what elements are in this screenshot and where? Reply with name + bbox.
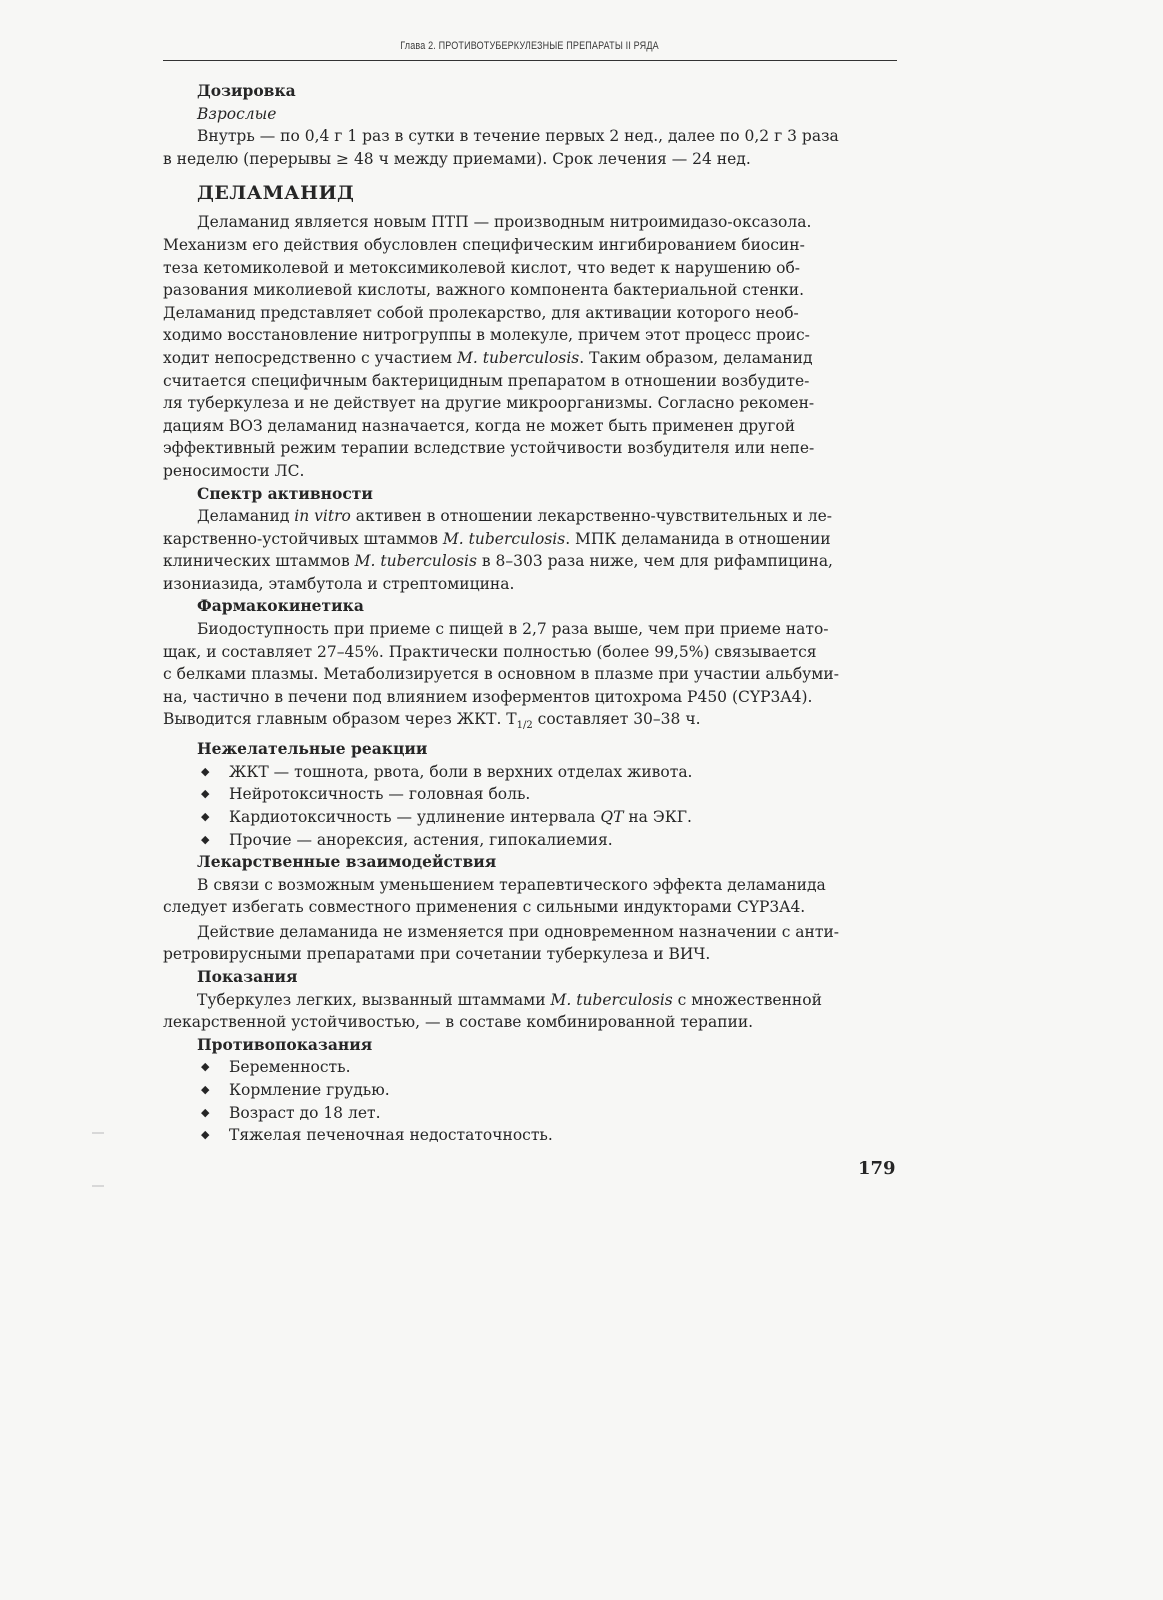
spectrum-line bbox=[163, 550, 897, 573]
interactions-line: В связи с возможным уменьшением терапевтического эффекта деламанида bbox=[197, 875, 826, 894]
bullet-icon: ◆ bbox=[201, 764, 210, 778]
dosage-heading: Дозировка bbox=[197, 81, 296, 100]
list-item-text: Прочие — анорексия, астения, гипокалиемия. bbox=[229, 830, 613, 849]
intro-line: считается специфичным бактерицидным препаратом в отношении возбудите- bbox=[163, 371, 810, 390]
list-item-text: Беременность. bbox=[229, 1058, 351, 1077]
adverse-heading: Нежелательные реакции bbox=[197, 739, 428, 759]
bullet-icon: ◆ bbox=[201, 809, 210, 823]
intro-line: дациям ВОЗ деламанид назначается, когда не может быть применен другой bbox=[163, 416, 796, 435]
spectrum-text: Деламанид bbox=[197, 507, 295, 526]
list-item-text: на ЭКГ. bbox=[623, 807, 692, 826]
pk-line: Биодоступность при приеме с пищей в 2,7 раза выше, чем при приеме нато- bbox=[197, 620, 829, 639]
interactions-heading: Лекарственные взаимодействия bbox=[197, 852, 497, 872]
list-item bbox=[163, 783, 897, 806]
intro-line: реносимости ЛС. bbox=[163, 461, 305, 480]
list-item bbox=[163, 761, 897, 784]
page-content bbox=[163, 80, 897, 1147]
indications-text: с множественной bbox=[672, 990, 822, 1009]
list-item-text: Тяжелая печеночная недостаточность. bbox=[229, 1126, 553, 1145]
intro-line: Деламанид является новым ПТП — производным нитроимидазо-оксазола. bbox=[197, 213, 812, 232]
intro-text: . Таким образом, деламанид bbox=[579, 348, 813, 367]
intro-paragraph bbox=[163, 211, 897, 482]
pk-line: щак, и составляет 27–45%. Практически полностью (более 99,5%) связывается bbox=[163, 642, 817, 661]
bullet-icon: ◆ bbox=[201, 787, 210, 801]
spectrum-line bbox=[163, 505, 897, 528]
list-item bbox=[163, 806, 897, 829]
list-item bbox=[163, 1079, 897, 1102]
species-name: M. tuberculosis bbox=[550, 990, 673, 1009]
dosage-line: в неделю (перерывы ≥ 48 ч между приемами). Срок лечения — 24 нед. bbox=[163, 149, 751, 168]
contraindications-heading: Противопоказания bbox=[197, 1034, 373, 1054]
indications-heading: Показания bbox=[197, 967, 298, 987]
spectrum-line: изониазида, этамбутола и стрептомицина. bbox=[163, 574, 515, 593]
list-item bbox=[163, 1102, 897, 1125]
pk-line: на, частично в печени под влиянием изоферментов цитохрома P450 (CYP3A4). bbox=[163, 687, 813, 706]
scan-artifact bbox=[92, 1132, 104, 1134]
spectrum-paragraph bbox=[163, 505, 897, 595]
spectrum-text: активен в отношении лекарственно-чувствительных и ле- bbox=[350, 507, 833, 526]
list-item-text: Нейротоксичность — головная боль. bbox=[229, 785, 531, 804]
pharmacokinetics-paragraph bbox=[163, 618, 897, 738]
species-name: M. tuberculosis bbox=[442, 529, 566, 548]
spectrum-text: карственно-устойчивых штаммов bbox=[163, 529, 443, 548]
indications-line: лекарственной устойчивостью, — в составе комбинированной терапии. bbox=[163, 1013, 754, 1032]
pk-line: с белками плазмы. Метаболизируется в основном в плазме при участии альбуми- bbox=[163, 665, 839, 684]
indications-text: Туберкулез легких, вызванный штаммами bbox=[197, 990, 551, 1009]
pk-text: составляет 30–38 ч. bbox=[532, 710, 701, 729]
species-name: M. tuberculosis bbox=[456, 348, 580, 367]
list-item-text: Возраст до 18 лет. bbox=[229, 1103, 381, 1122]
half-life-subscript: 1/2 bbox=[516, 720, 533, 732]
intro-text: ходит непосредственно с участием bbox=[163, 348, 457, 367]
bullet-icon: ◆ bbox=[201, 832, 210, 846]
intro-line: Механизм его действия обусловлен специфическим ингибированием биосин- bbox=[163, 235, 805, 254]
intro-line: Деламанид представляет собой пролекарство, для активации которого необ- bbox=[163, 303, 799, 322]
bullet-icon: ◆ bbox=[201, 1083, 210, 1097]
section-title: ДЕЛАМАНИД bbox=[197, 182, 355, 205]
adverse-list bbox=[163, 761, 897, 851]
running-head: Глава 2. ПРОТИВОТУБЕРКУЛЕЗНЫЕ ПРЕПАРАТЫ II РЯДА bbox=[400, 40, 659, 52]
intro-line: эффективный режим терапии вследствие устойчивости возбудителя или непе- bbox=[163, 439, 815, 458]
list-item-text: ЖКТ — тошнота, рвота, боли в верхних отделах живота. bbox=[229, 762, 693, 781]
spectrum-line bbox=[163, 528, 897, 551]
list-item-text: Кормление грудью. bbox=[229, 1081, 390, 1100]
pharmacokinetics-heading: Фармакокинетика bbox=[197, 596, 364, 616]
dosage-subheading: Взрослые bbox=[197, 104, 277, 123]
interactions-line: Действие деламанида не изменяется при одновременном назначении с анти- bbox=[197, 922, 840, 941]
intro-line: разования миколиевой кислоты, важного компонента бактериальной стенки. bbox=[163, 281, 804, 300]
spectrum-text: в 8–303 раза ниже, чем для рифампицина, bbox=[476, 552, 833, 571]
interactions-paragraph bbox=[163, 874, 897, 919]
list-item bbox=[163, 829, 897, 852]
page-number: 179 bbox=[858, 1158, 896, 1179]
list-item bbox=[163, 1056, 897, 1079]
intro-line: ля туберкулеза и не действует на другие микроорганизмы. Согласно рекомен- bbox=[163, 394, 815, 413]
scan-artifact bbox=[92, 1185, 104, 1187]
spectrum-heading: Спектр активности bbox=[197, 483, 373, 503]
intro-line bbox=[163, 347, 897, 370]
header-rule bbox=[163, 60, 897, 61]
interactions-line: следует избегать совместного применения с сильными индукторами CYP3A4. bbox=[163, 898, 806, 917]
indications-paragraph bbox=[163, 989, 897, 1034]
intro-line: ходимо восстановление нитрогруппы в молекуле, причем этот процесс проис- bbox=[163, 326, 810, 345]
bullet-icon: ◆ bbox=[201, 1128, 210, 1142]
bullet-icon: ◆ bbox=[201, 1060, 210, 1074]
pk-text: Выводится главным образом через ЖКТ. T bbox=[163, 710, 517, 729]
in-vitro-term: in vitro bbox=[294, 507, 351, 526]
qt-term: QT bbox=[600, 807, 624, 826]
interactions-paragraph bbox=[163, 921, 897, 966]
spectrum-text: . МПК деламанида в отношении bbox=[565, 529, 831, 548]
interactions-line: ретровирусными препаратами при сочетании туберкулеза и ВИЧ. bbox=[163, 945, 711, 964]
bullet-icon: ◆ bbox=[201, 1105, 210, 1119]
contraindications-list bbox=[163, 1056, 897, 1146]
list-item bbox=[163, 1124, 897, 1147]
intro-line: теза кетомиколевой и метоксимиколевой кислот, что ведет к нарушению об- bbox=[163, 258, 801, 277]
list-item-text: Кардиотоксичность — удлинение интервала bbox=[229, 807, 601, 826]
dosage-line: Внутрь — по 0,4 г 1 раз в сутки в течение первых 2 нед., далее по 0,2 г 3 раза bbox=[197, 127, 839, 146]
species-name: M. tuberculosis bbox=[354, 552, 477, 571]
spectrum-text: клинических штаммов bbox=[163, 552, 355, 571]
pk-line bbox=[163, 708, 897, 738]
indications-line bbox=[163, 989, 897, 1012]
dosage-paragraph bbox=[163, 125, 897, 170]
